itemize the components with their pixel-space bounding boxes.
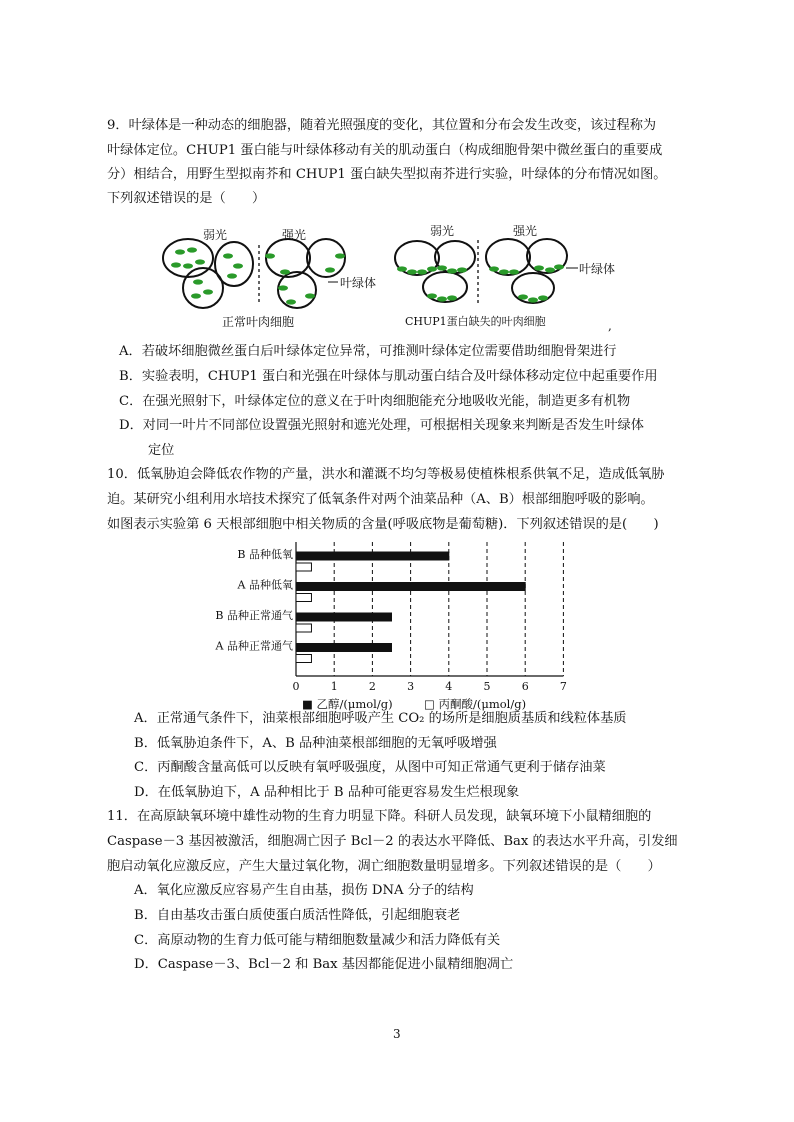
label-chloroplast-chup1: 叶绿体	[579, 262, 616, 276]
normal-cell-strong-light	[265, 239, 345, 308]
page-number: 3	[393, 1027, 401, 1041]
category-label: B 品种正常通气	[215, 609, 293, 622]
chup1-cell-strong-light	[486, 239, 578, 303]
label-weak-light-chup1: 弱光	[430, 224, 455, 238]
q9-option-d-continued: 定位	[148, 443, 175, 458]
chup1-cell-weak-light	[395, 241, 475, 302]
q11-option-d: D．Caspase－3、Bcl－2 和 Bax 基因都能促进小鼠精细胞凋亡	[134, 957, 514, 972]
q9-stem-line-1: 9．叶绿体是一种动态的细胞器，随着光照强度的变化，其位置和分布会发生改变，该过程称为	[107, 118, 657, 133]
x-tick-label: 3	[407, 680, 415, 693]
bar-pyruvate	[296, 624, 311, 632]
q11-stem-line-2: Caspase－3 基因被激活，细胞凋亡因子 Bcl－2 的表达水平降低、Bax 的表达水平升高，引发细	[107, 834, 678, 849]
q9-stem-line-4: 下列叙述错误的是（ ）	[107, 191, 266, 206]
q11-stem-line-3: 胞启动氧化应激反应，产生大量过氧化物，凋亡细胞数量明显增多。下列叙述错误的是（ ）	[107, 859, 661, 874]
q10-option-a: A．正常通气条件下，油菜根部细胞呼吸产生 CO₂ 的场所是细胞质基质和线粒体基质	[134, 711, 627, 726]
bar-pyruvate	[296, 563, 311, 571]
x-tick-label: 1	[330, 680, 338, 693]
caption-chup1-cell: CHUP1蛋白缺失的叶肉细胞	[405, 315, 546, 328]
label-weak-light-normal: 弱光	[203, 228, 228, 242]
q9-option-c: C．在强光照射下，叶绿体定位的意义在于叶肉细胞能充分地吸收光能，制造更多有机物	[119, 394, 631, 409]
bar-pyruvate	[296, 655, 311, 663]
bar-ethanol	[296, 644, 392, 652]
q10-stem-line-2: 迫。某研究小组利用水培技术探究了低氧条件对两个油菜品种（A、B）根部细胞呼吸的影响。	[107, 492, 654, 507]
caption-normal-cell: 正常叶肉细胞	[222, 315, 295, 329]
q9-option-b: B．实验表明，CHUP1 蛋白和光强在叶绿体与肌动蛋白结合及叶绿体移动定位中起重要作用	[119, 369, 658, 384]
q9-stem-line-3: 分）相结合，用野生型拟南芥和 CHUP1 蛋白缺失型拟南芥进行实验，叶绿体的分布情况如图。	[107, 167, 667, 182]
q10-option-b: B．低氧胁迫条件下，A、B 品种油菜根部细胞的无氧呼吸增强	[134, 736, 497, 751]
bar-ethanol	[296, 552, 449, 560]
category-label: B 品种低氧	[237, 548, 293, 561]
bar-ethanol	[296, 613, 392, 621]
label-strong-light-normal: 强光	[282, 228, 307, 242]
q10-stem-line-3: 如图表示实验第 6 天根部细胞中相关物质的含量(呼吸底物是葡萄糖)．下列叙述错误的是( )	[107, 517, 659, 532]
label-strong-light-chup1: 强光	[513, 224, 538, 238]
category-label: A 品种正常通气	[215, 639, 293, 653]
bar-ethanol	[296, 583, 525, 591]
q10-option-d: D．在低氧胁迫下，A 品种相比于 B 品种可能更容易发生烂根现象	[134, 785, 520, 800]
q9-option-a: A．若破坏细胞微丝蛋白后叶绿体定位异常，可推测叶绿体定位需要借助细胞骨架进行	[119, 344, 617, 359]
bar-pyruvate	[296, 594, 311, 602]
q11-option-c: C．高原动物的生育力低可能与精细胞数量减少和活力降低有关	[134, 933, 501, 948]
x-tick-label: 4	[445, 680, 453, 693]
figure-stray-comma: ,	[608, 319, 612, 333]
x-tick-label: 0	[292, 680, 300, 693]
q10-stem-line-1: 10．低氧胁迫会降低农作物的产量，洪水和灌溉不均匀等极易使植株根系供氧不足，造成低氧胁	[107, 467, 665, 482]
legend-pyruvate: □ 丙酮酸/(μmol/g)	[424, 697, 527, 711]
q11-stem-line-1: 11．在高原缺氧环境中雄性动物的生育力明显下降。科研人员发现，缺氧环境下小鼠精细胞的	[107, 809, 652, 824]
q11-option-b: B．自由基攻击蛋白质使蛋白质活性降低，引起细胞衰老	[134, 908, 461, 923]
legend-ethanol: ■ 乙醇/(μmol/g)	[302, 697, 393, 711]
x-tick-label: 6	[521, 680, 529, 693]
q11-option-a: A．氧化应激反应容易产生自由基，损伤 DNA 分子的结构	[134, 883, 474, 898]
x-tick-label: 5	[483, 680, 491, 693]
normal-cell-weak-light	[163, 239, 253, 308]
x-tick-label: 2	[368, 680, 376, 693]
q9-stem-line-2: 叶绿体定位。CHUP1 蛋白能与叶绿体移动有关的肌动蛋白（构成细胞骨架中微丝蛋白的重要成	[107, 143, 663, 158]
category-label: A 品种低氧	[237, 578, 293, 592]
q10-option-c: C．丙酮酸含量高低可以反映有氧呼吸强度，从图中可知正常通气更利于储存油菜	[134, 760, 606, 775]
q9-option-d: D．对同一叶片不同部位设置强光照射和遮光处理，可根据相关现象来判断是否发生叶绿体	[119, 418, 644, 433]
label-chloroplast-normal: 叶绿体	[340, 276, 377, 290]
x-tick-label: 7	[559, 680, 567, 693]
